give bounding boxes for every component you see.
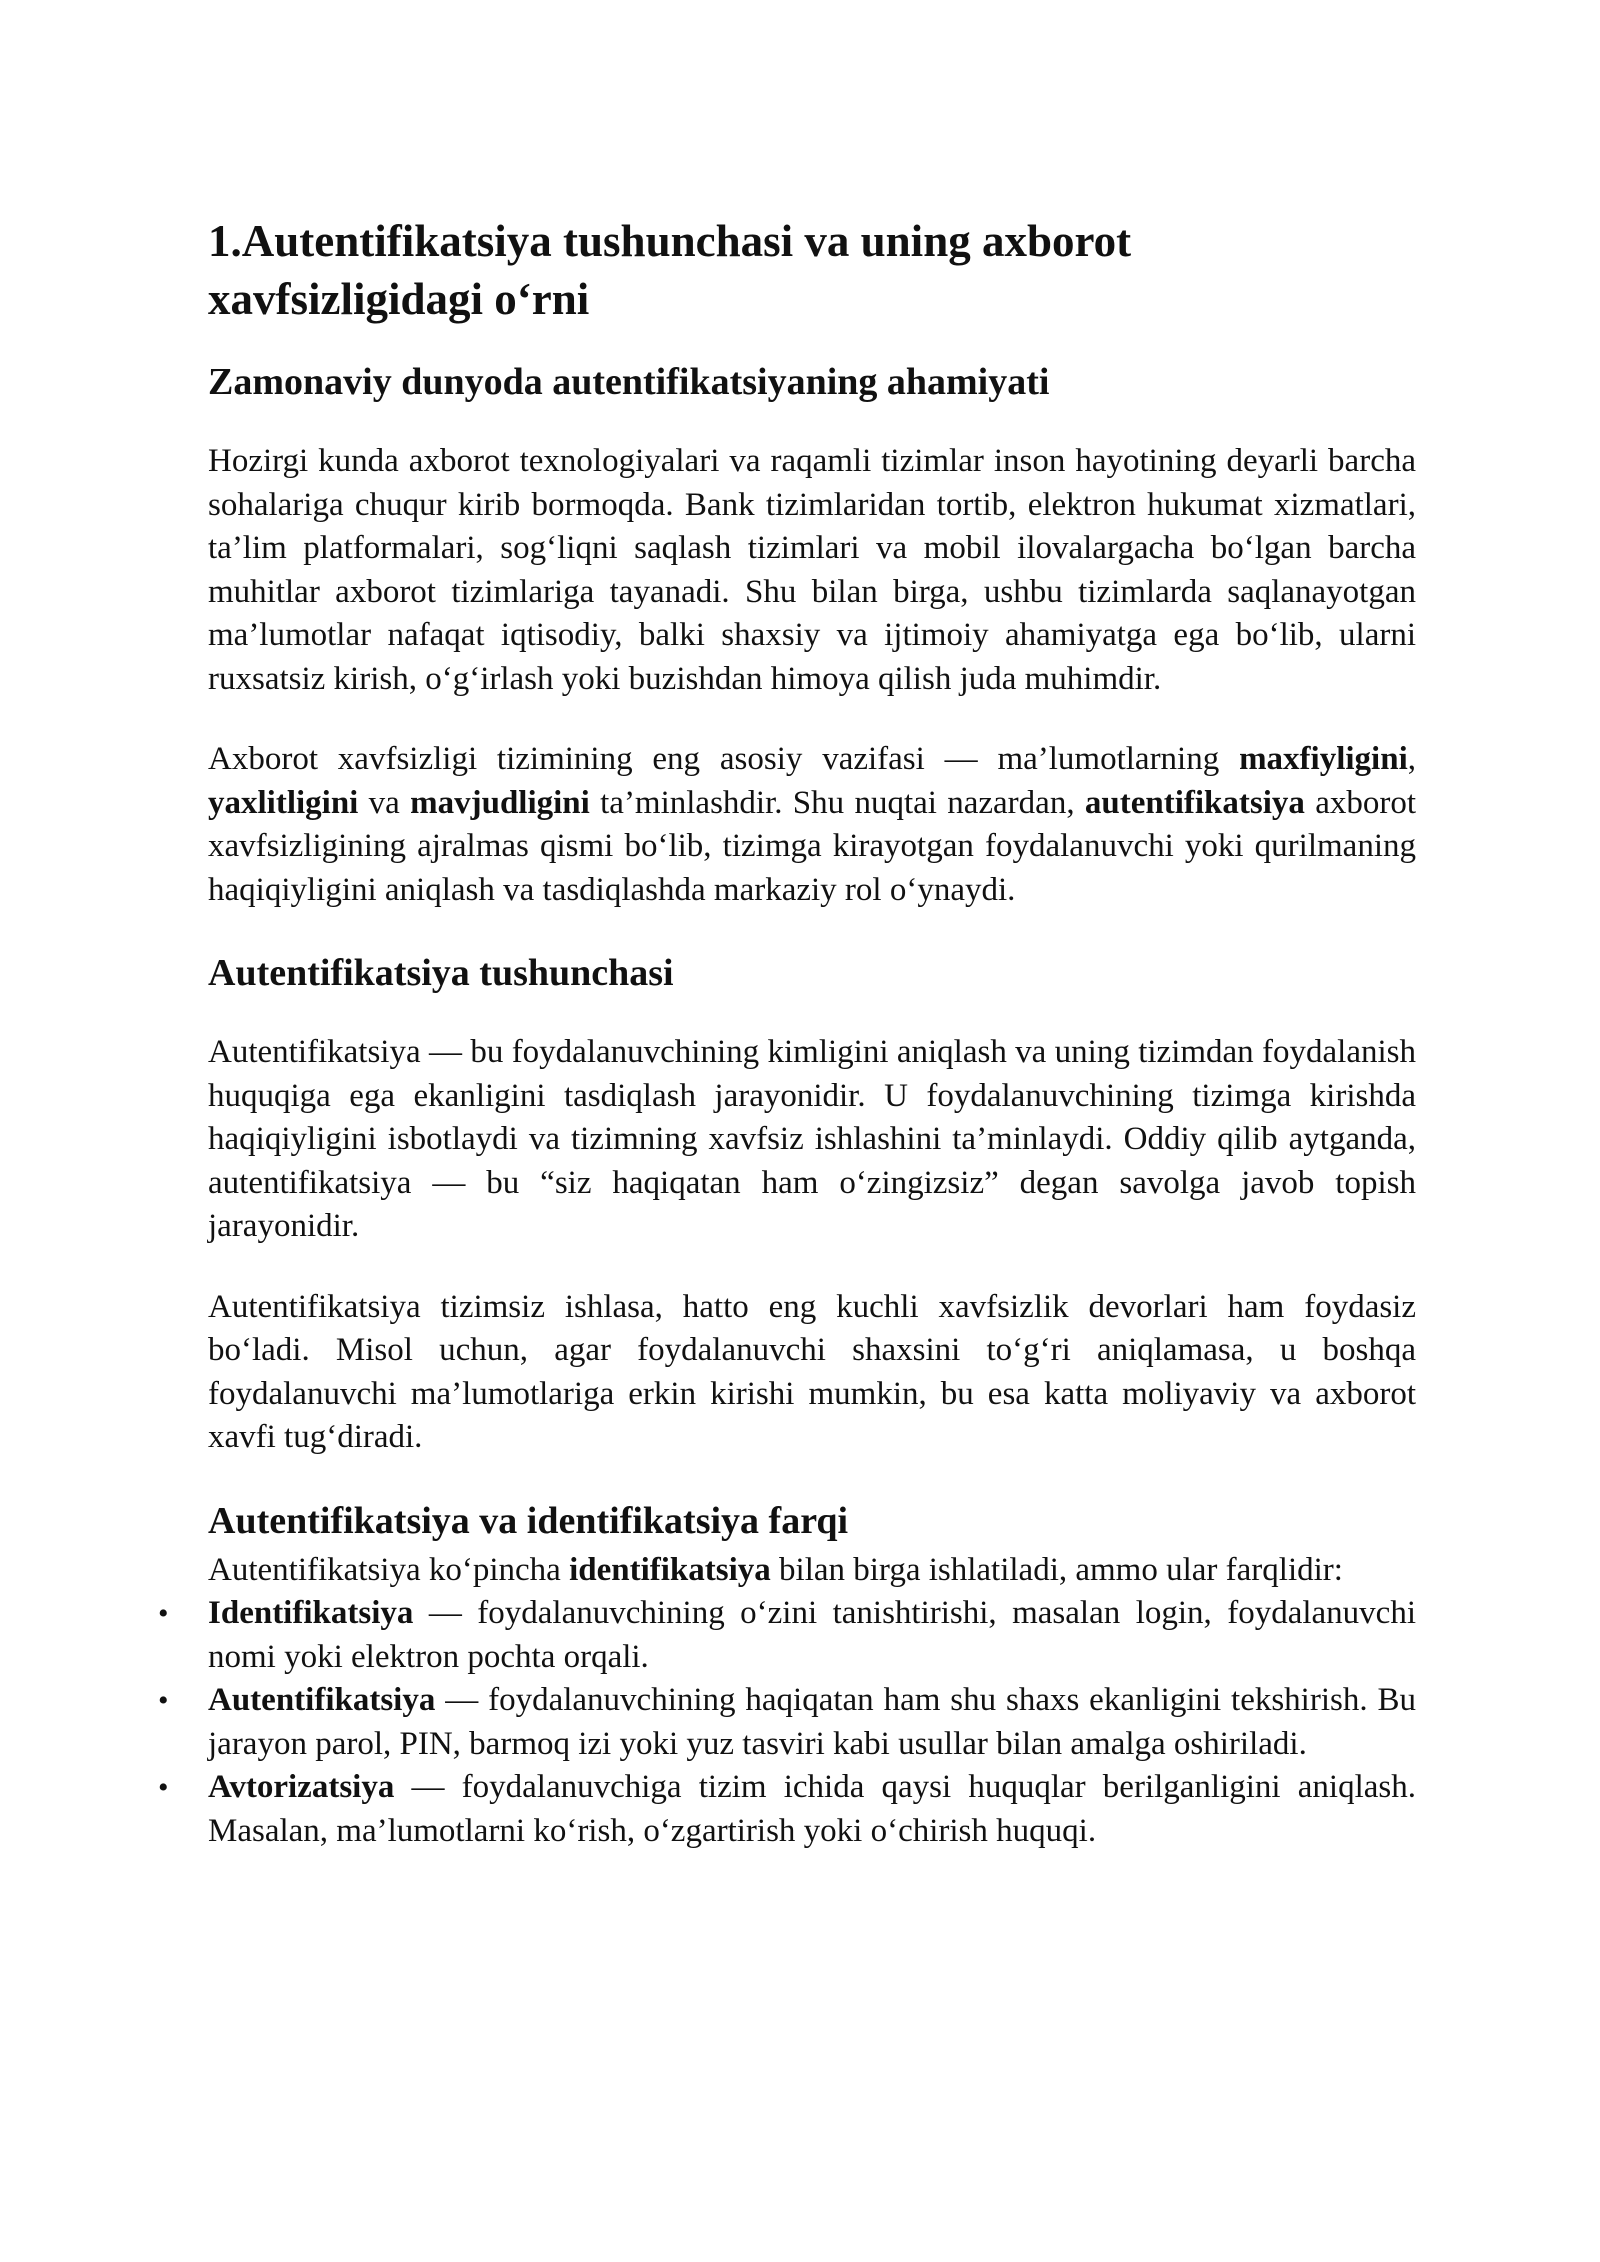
list-item <box>158 1679 1416 1766</box>
list-item-term: Avtorizatsiya <box>208 1769 395 1805</box>
paragraph-importance-2 <box>208 738 1416 912</box>
bullet-icon: • <box>158 1597 169 1630</box>
list-item-text: — foydalanuvchining haqiqatan ham shu shaxs ekanligini tekshirish. Bu jarayon parol, PIN, barmoq izi yoki yuz tasviri kabi usullar bilan amalga oshiriladi. <box>208 1682 1416 1762</box>
paragraph-difference-intro <box>208 1549 1416 1593</box>
paragraph-concept-2: Autentifikatsiya tizimsiz ishlasa, hatto eng kuchli xavfsizlik devorlari ham foydasiz bo‘ladi. Misol uchun, agar foydalanuvchi shaxsini to‘g‘ri aniqlamasa, u boshqa foydalanuvchi ma’lumotlariga erkin kirishi mumkin, bu esa katta moliyaviy va axborot xavfi tug‘diradi. <box>208 1288 1416 1455</box>
text-run: Autentifikatsiya ko‘pincha <box>208 1551 570 1588</box>
text-run: , <box>1407 741 1416 777</box>
bullet-icon: • <box>158 1684 169 1717</box>
definition-list <box>158 1592 1416 1853</box>
bold-term-authentication: autentifikatsiya <box>1084 784 1305 821</box>
document-body <box>158 212 1416 1853</box>
list-item <box>158 1592 1416 1679</box>
list-item-text: — foydalanuvchiga tizim ichida qaysi huquqlar berilganligini aniqlash. Masalan, ma’lumotlarni ko‘rish, o‘zgartirish yoki o‘chirish huquqi. <box>208 1769 1416 1849</box>
bold-term-availability: mavjudligini <box>410 784 590 821</box>
text-run: ta’minlashdir. Shu nuqtai nazardan, <box>589 784 1085 821</box>
bold-term-integrity: yaxlitligini <box>208 784 359 821</box>
bold-term-identification: identifikatsiya <box>569 1551 771 1588</box>
bullet-icon: • <box>158 1771 169 1804</box>
list-item-term: Identifikatsiya <box>208 1595 414 1631</box>
section-heading-concept: Autentifikatsiya tushunchasi <box>208 952 674 994</box>
text-run: va <box>358 784 411 821</box>
list-item-term: Autentifikatsiya <box>208 1682 436 1718</box>
document-title: 1.Autentifikatsiya tushunchasi va uning axborot xavfsizligidagi o‘rni <box>208 216 1132 324</box>
bold-term-confidentiality: maxfiyligini <box>1239 741 1408 777</box>
list-item <box>158 1766 1416 1853</box>
text-run: bilan birga ishlatiladi, ammo ular farqlidir: <box>770 1551 1343 1588</box>
paragraph-importance-1: Hozirgi kunda axborot texnologiyalari va raqamli tizimlar inson hayotining deyarli barcha sohalariga chuqur kirib bormoqda. Bank tizimlaridan tortib, elektron hukumat xizmatlari, ta’lim platformalari, sog‘liqni saqlash tizimlari va mobil ilovalargacha bo‘lgan barcha muhitlar axborot tizimlariga tayanadi. Shu bilan birga, ushbu tizimlarda saqlanayotgan ma’lumotlar nafaqat iqtisodiy, balki shaxsiy va ijtimoiy ahamiyatga ega bo‘lib, ularni ruxsatsiz kirish, o‘g‘irlash yoki buzishdan himoya qilish juda muhimdir. <box>208 443 1416 697</box>
section-heading-difference: Autentifikatsiya va identifikatsiya farqi <box>208 1499 849 1542</box>
paragraph-concept-1: Autentifikatsiya — bu foydalanuvchining kimligini aniqlash va uning tizimdan foydalanish huquqiga ega ekanligini tasdiqlash jarayonidir. U foydalanuvchining tizimga kirishda haqiqiyligini isbotlaydi va tizimning xavfsiz ishlashini ta’minlaydi. Oddiy qilib aytganda, autentifikatsiya — bu “siz haqiqatan ham o‘zingizsiz” degan savolga javob topish jarayonidir. <box>208 1034 1416 1244</box>
text-run: Axborot xavfsizligi tizimining eng asosiy vazifasi — ma’lumotlarning <box>208 741 1240 777</box>
section-heading-importance: Zamonaviy dunyoda autentifikatsiyaning ahamiyati <box>208 361 1050 403</box>
text-run: axborot xavfsizligining ajralmas qismi bo‘lib, tizimga kirayotgan foydalanuvchi yoki qurilmaning haqiqiyligini aniqlash va tasdiqlashda markaziy rol o‘ynaydi. <box>208 784 1416 908</box>
list-item-text: — foydalanuvchining o‘zini tanishtirishi, masalan login, foydalanuvchi nomi yoki elektron pochta orqali. <box>208 1595 1416 1675</box>
